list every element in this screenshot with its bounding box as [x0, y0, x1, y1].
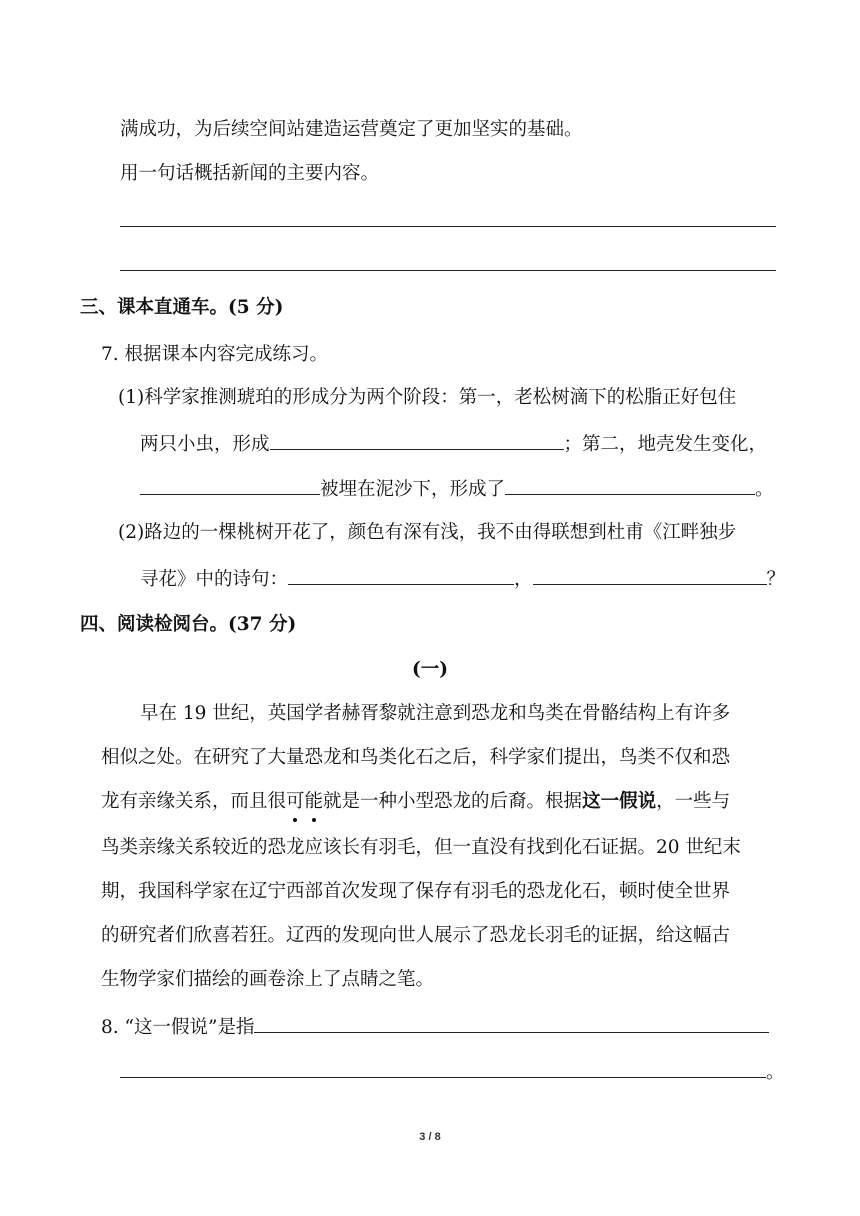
passage-line-3	[101, 790, 730, 814]
passage-line-4: 鸟类亲缘关系较近的恐龙应该长有羽毛，但一直没有找到化石证据。20 世纪末	[101, 837, 741, 858]
news-text-tail: 满成功，为后续空间站建造运营奠定了更加坚实的基础。	[120, 119, 583, 140]
section-3-title: 三、课本直通车。(5 分)	[80, 297, 284, 318]
blank-amber-stage2-subject[interactable]	[140, 476, 320, 495]
passage-l3-c: ，一些与	[656, 791, 731, 812]
passage-line-2: 相似之处。在研究了大量恐龙和鸟类化石之后，科学家们提出，鸟类不仅和恐	[101, 747, 731, 768]
q7-part2-line2	[140, 566, 785, 592]
section-4-title: 四、阅读检阅台。(37 分)	[80, 614, 297, 635]
q7-part2-comma: ，	[514, 569, 533, 590]
blank-amber-result[interactable]	[505, 476, 755, 495]
emphasis-char-neng: 能	[304, 791, 324, 812]
blank-poem-line1[interactable]	[288, 566, 514, 585]
answer-line-2[interactable]	[120, 270, 776, 271]
q7-part1-line3	[140, 476, 774, 502]
answer-line-1[interactable]	[120, 226, 776, 227]
q7-part1-line2	[140, 431, 767, 457]
passage-line-5: 期，我国科学家在辽宁西部首次发现了保存有羽毛的恐龙化石，顿时使全世界	[101, 881, 731, 902]
question-8-line2	[120, 1059, 785, 1085]
q7-part1-line1: (1)科学家推测琥珀的形成分为两个阶段：第一，老松树滴下的松脂正好包住	[118, 387, 737, 408]
blank-poem-line2[interactable]	[533, 566, 767, 585]
q7-part2-text-a: 寻花》中的诗句：	[140, 569, 289, 590]
q7-part1-period: 。	[755, 479, 774, 500]
blank-amber-stage1[interactable]	[270, 431, 564, 450]
passage-line-7: 生物学家们描绘的画卷涂上了点睛之笔。	[101, 969, 435, 990]
passage-line-1: 早在 19 世纪，英国学者赫胥黎就注意到恐龙和鸟类在骨骼结构上有许多	[140, 703, 731, 724]
q8-period: 。	[766, 1062, 785, 1083]
q7-part2-qmark: ？	[766, 569, 786, 590]
q7-part1-text-a: 两只小虫，形成	[140, 434, 270, 455]
passage-l3-a: 龙有亲缘关系，而且很	[101, 791, 287, 812]
page-number: 3 / 8	[419, 1131, 441, 1143]
emphasis-char-ke: 可	[286, 791, 305, 812]
hypothesis-term: 这一假说	[582, 791, 657, 812]
passage-line-6: 的研究者们欣喜若狂。辽西的发现向世人展示了恐龙长羽毛的证据，给这幅古	[101, 925, 731, 946]
question-8-label: 8. “这一假说”是指	[101, 1017, 255, 1038]
question-7-stem: 7. 根据课本内容完成练习。	[101, 344, 329, 365]
question-8-line1	[101, 1014, 769, 1040]
q7-part1-text-b: ；第二，地壳发生变化，	[563, 434, 768, 455]
q7-part2-line1: (2)路边的一棵桃树开花了，颜色有深有浅，我不由得联想到杜甫《江畔独步	[118, 522, 737, 543]
passage-l3-b: 就是一种小型恐龙的后裔。根据	[323, 791, 583, 812]
q8-answer-blank-2[interactable]	[120, 1059, 766, 1078]
passage-part-heading: (一)	[411, 659, 448, 680]
news-question: 用一句话概括新闻的主要内容。	[120, 163, 380, 184]
q7-part1-text-c: 被埋在泥沙下，形成了	[320, 479, 506, 500]
q8-answer-blank-1[interactable]	[254, 1014, 769, 1033]
